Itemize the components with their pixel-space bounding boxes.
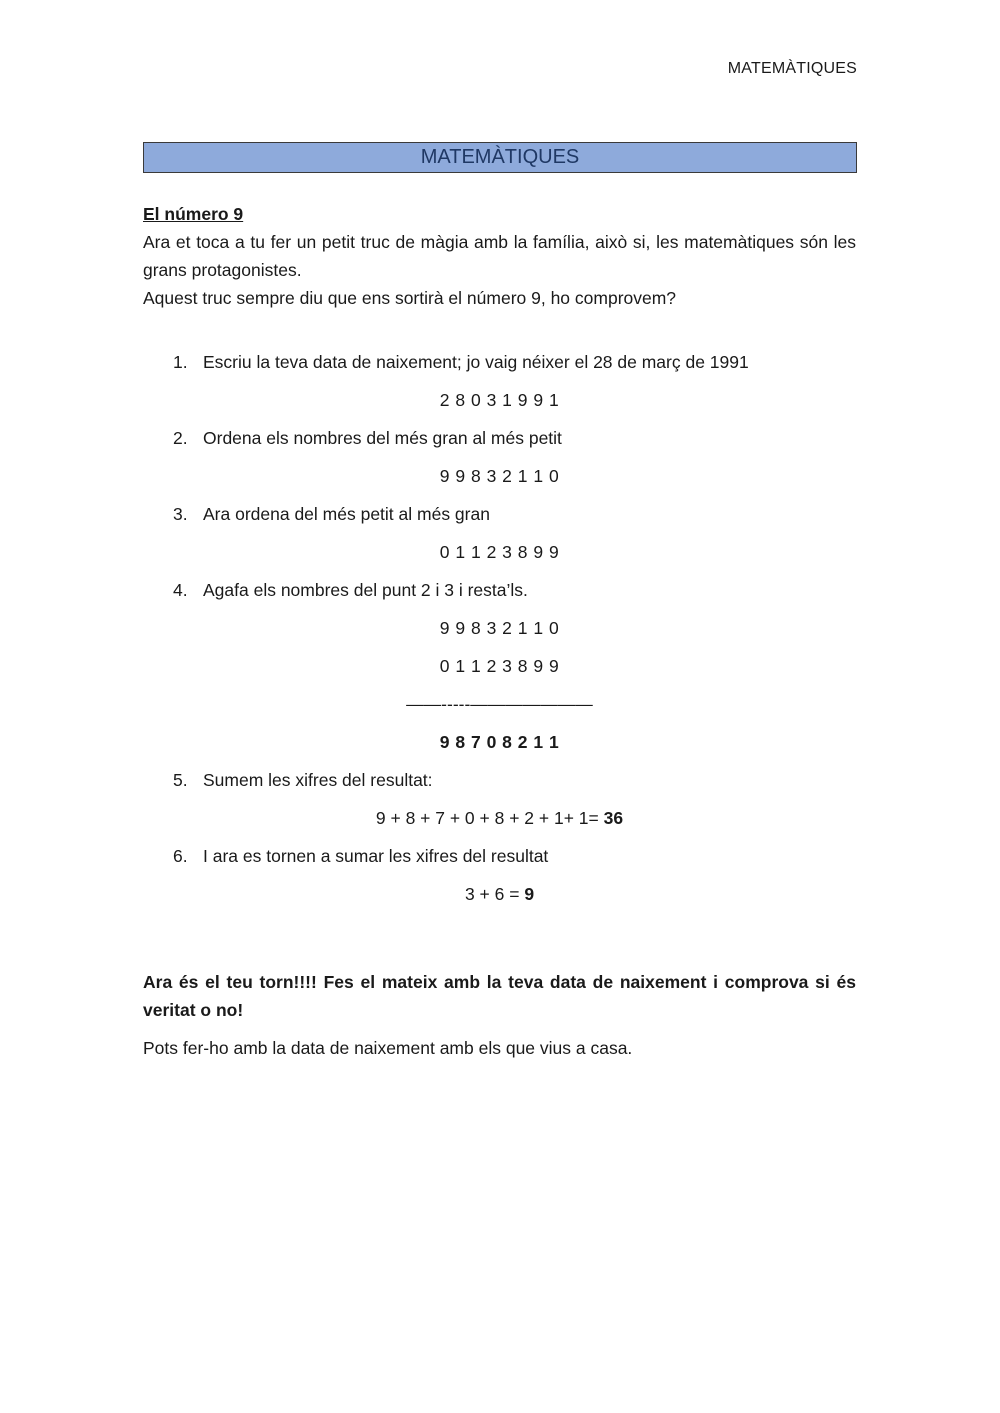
- step-number: 2.: [173, 428, 188, 448]
- final-sum-expression: 3 + 6 =: [464, 884, 525, 904]
- closing-challenge: Ara és el teu torn!!!! Fes el mateix amb la teva data de naixement i comprova si és veritat o no!: [143, 972, 856, 1020]
- step-number: 6.: [173, 846, 188, 866]
- main-content: [143, 200, 856, 1062]
- digit-sum-result: 36: [603, 808, 624, 828]
- step-3-example: 0 1 1 2 3 8 9 9: [439, 542, 560, 562]
- step-number: 3.: [173, 504, 188, 524]
- step-1-example: 2 8 0 3 1 9 9 1: [439, 390, 560, 410]
- step-text: I ara es tornen a sumar les xifres del resultat: [203, 846, 549, 866]
- final-sum-result: 9: [524, 884, 535, 904]
- step-4: [143, 576, 856, 614]
- subtraction-result: 9 8 7 0 8 2 1 1: [439, 732, 560, 752]
- step-number: 5.: [173, 770, 188, 790]
- steps-list: [143, 348, 856, 918]
- digit-sum-expression: 9 + 8 + 7 + 0 + 8 + 2 + 1+ 1=: [375, 808, 604, 828]
- step-text: Ara ordena del més petit al més gran: [203, 504, 490, 524]
- subtraction-minuend: 9 9 8 3 2 1 1 0: [439, 618, 560, 638]
- step-text: Sumem les xifres del resultat:: [203, 770, 433, 790]
- step-5: [143, 766, 856, 804]
- intro-paragraph: Ara et toca a tu fer un petit truc de màgia amb la família, això si, les matemàtiques són les grans protagonistes.: [143, 232, 856, 280]
- page-title: MATEMÀTIQUES: [143, 142, 857, 173]
- closing-note: Pots fer-ho amb la data de naixement amb els que vius a casa.: [143, 1038, 633, 1058]
- step-6: [143, 842, 856, 880]
- step-3: [143, 500, 856, 538]
- step-number: 1.: [173, 352, 188, 372]
- step-number: 4.: [173, 580, 188, 600]
- step-text: Agafa els nombres del punt 2 i 3 i resta’ls.: [203, 580, 528, 600]
- subtraction-subtrahend: 0 1 1 2 3 8 9 9: [439, 656, 560, 676]
- step-1: [143, 348, 856, 386]
- step-2-example: 9 9 8 3 2 1 1 0: [439, 466, 560, 486]
- step-text: Escriu la teva data de naixement; jo vaig néixer el 28 de març de 1991: [203, 352, 749, 372]
- step-2: [143, 424, 856, 462]
- section-heading: El número 9: [143, 204, 244, 224]
- final-sum-line: [143, 880, 856, 918]
- intro-question: Aquest truc sempre diu que ens sortirà el número 9, ho comprovem?: [143, 288, 677, 308]
- digit-sum-line: [143, 804, 856, 842]
- subtraction-rule: ——-----———————: [406, 694, 593, 714]
- step-text: Ordena els nombres del més gran al més petit: [203, 428, 562, 448]
- running-header: MATEMÀTIQUES: [727, 60, 857, 77]
